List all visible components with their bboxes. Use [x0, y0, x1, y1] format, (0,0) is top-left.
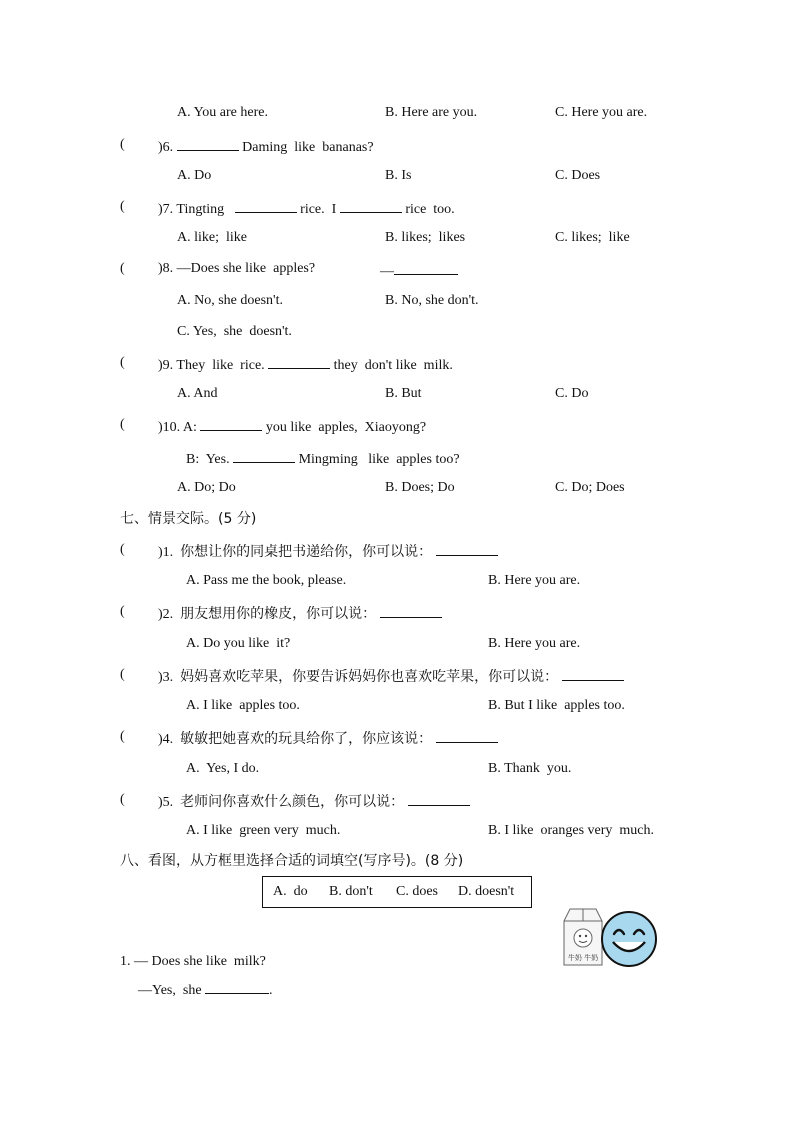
s7-q1-answer-paren[interactable]: ( — [120, 542, 125, 557]
q6-option-b: B. Is — [385, 168, 412, 183]
s8-q1-question: 1. — Does she like milk? — [120, 954, 266, 969]
section-7-title: 七、情景交际。(5 分) — [120, 511, 257, 527]
s7-q1-stem: )1. 你想让你的同桌把书递给你，你可以说： — [158, 541, 498, 562]
q10-option-a: A. Do; Do — [177, 480, 236, 495]
q10-blank-1[interactable] — [200, 416, 262, 431]
q6-option-c: C. Does — [555, 168, 601, 183]
q9-blank[interactable] — [268, 354, 330, 369]
s7-q2-option-a: A. Do you like it? — [186, 636, 291, 651]
s7-q5-option-a: A. I like green very much. — [186, 823, 341, 838]
s7-q5-answer-paren[interactable]: ( — [120, 792, 125, 807]
s7-q2-blank[interactable] — [380, 603, 442, 618]
s7-q1-option-b: B. Here you are. — [488, 573, 581, 588]
q7-blank-1[interactable] — [235, 198, 297, 213]
s7-q2-stem: )2. 朋友想用你的橡皮，你可以说： — [158, 603, 442, 624]
s7-q1-blank[interactable] — [436, 541, 498, 556]
s7-q3-option-b: B. But I like apples too. — [488, 698, 625, 713]
s7-q4-stem: )4. 敏敏把她喜欢的玩具给你了，你应该说： — [158, 728, 498, 749]
s7-q1-option-a: A. Pass me the book, please. — [186, 573, 347, 588]
q10-stem-line2: B: Yes. Mingming like apples too? — [186, 448, 460, 469]
q7-option-b: B. likes; likes — [385, 230, 466, 245]
s7-q4-option-a: A. Yes, I do. — [186, 761, 260, 776]
s7-q4-blank[interactable] — [436, 728, 498, 743]
q6-blank[interactable] — [177, 136, 239, 151]
q6-stem: )6. Daming like bananas? — [158, 136, 374, 157]
s7-q5-blank[interactable] — [408, 791, 470, 806]
milk-carton-label: 牛奶 牛奶 — [567, 954, 599, 962]
q10-option-c: C. Do; Does — [555, 480, 625, 495]
s7-q5-stem: )5. 老师问你喜欢什么颜色，你可以说： — [158, 791, 470, 812]
q5-option-c: C. Here you are. — [555, 105, 648, 120]
word-option-d: D. doesn't — [458, 884, 515, 899]
s7-q2-answer-paren[interactable]: ( — [120, 604, 125, 619]
q10-blank-2[interactable] — [233, 448, 295, 463]
q5-option-a: A. You are here. — [177, 105, 268, 120]
q7-blank-2[interactable] — [340, 198, 402, 213]
s7-q2-option-b: B. Here you are. — [488, 636, 581, 651]
s7-q4-answer-paren[interactable]: ( — [120, 729, 125, 744]
s7-q3-stem: )3. 妈妈喜欢吃苹果，你要告诉妈妈你也喜欢吃苹果，你可以说： — [158, 666, 624, 687]
s7-q5-option-b: B. I like oranges very much. — [488, 823, 655, 838]
q7-option-c: C. likes; like — [555, 230, 630, 245]
q8-reply: — — [380, 260, 458, 281]
q10-answer-paren[interactable]: ( — [120, 417, 125, 432]
q9-option-c: C. Do — [555, 386, 589, 401]
q10-stem-line1: )10. A: you like apples, Xiaoyong? — [158, 416, 426, 437]
word-option-a: A. do — [273, 884, 308, 899]
s7-q3-blank[interactable] — [562, 666, 624, 681]
q8-option-c: C. Yes, she doesn't. — [177, 324, 292, 339]
section-8-title: 八、看图，从方框里选择合适的词填空(写序号)。(8 分) — [120, 853, 464, 869]
milk-carton-icon — [562, 907, 604, 967]
q7-answer-paren[interactable]: ( — [120, 199, 125, 214]
s7-q3-answer-paren[interactable]: ( — [120, 667, 125, 682]
smiley-face-icon — [600, 910, 658, 968]
q6-answer-paren[interactable]: ( — [120, 137, 125, 152]
s7-q4-option-b: B. Thank you. — [488, 761, 572, 776]
s8-q1-blank[interactable] — [205, 979, 269, 994]
q10-option-b: B. Does; Do — [385, 480, 455, 495]
q8-blank[interactable] — [394, 260, 458, 275]
q9-option-a: A. And — [177, 386, 218, 401]
word-options-box — [262, 876, 532, 908]
q8-option-b: B. No, she don't. — [385, 293, 479, 308]
q9-option-b: B. But — [385, 386, 422, 401]
q8-stem: )8. —Does she like apples? — [158, 261, 316, 276]
q7-option-a: A. like; like — [177, 230, 247, 245]
s8-q1-answer-line: —Yes, she . — [138, 979, 273, 1000]
q9-stem: )9. They like rice. they don't like milk. — [158, 354, 453, 375]
q8-option-a: A. No, she doesn't. — [177, 293, 283, 308]
q9-answer-paren[interactable]: ( — [120, 355, 125, 370]
q8-answer-paren[interactable]: ( — [120, 261, 125, 276]
q6-option-a: A. Do — [177, 168, 212, 183]
q5-option-b: B. Here are you. — [385, 105, 478, 120]
word-option-b: B. don't — [329, 884, 373, 899]
q7-stem: )7. Tingting rice. I rice too. — [158, 198, 455, 219]
s7-q3-option-a: A. I like apples too. — [186, 698, 300, 713]
word-option-c: C. does — [396, 884, 438, 899]
